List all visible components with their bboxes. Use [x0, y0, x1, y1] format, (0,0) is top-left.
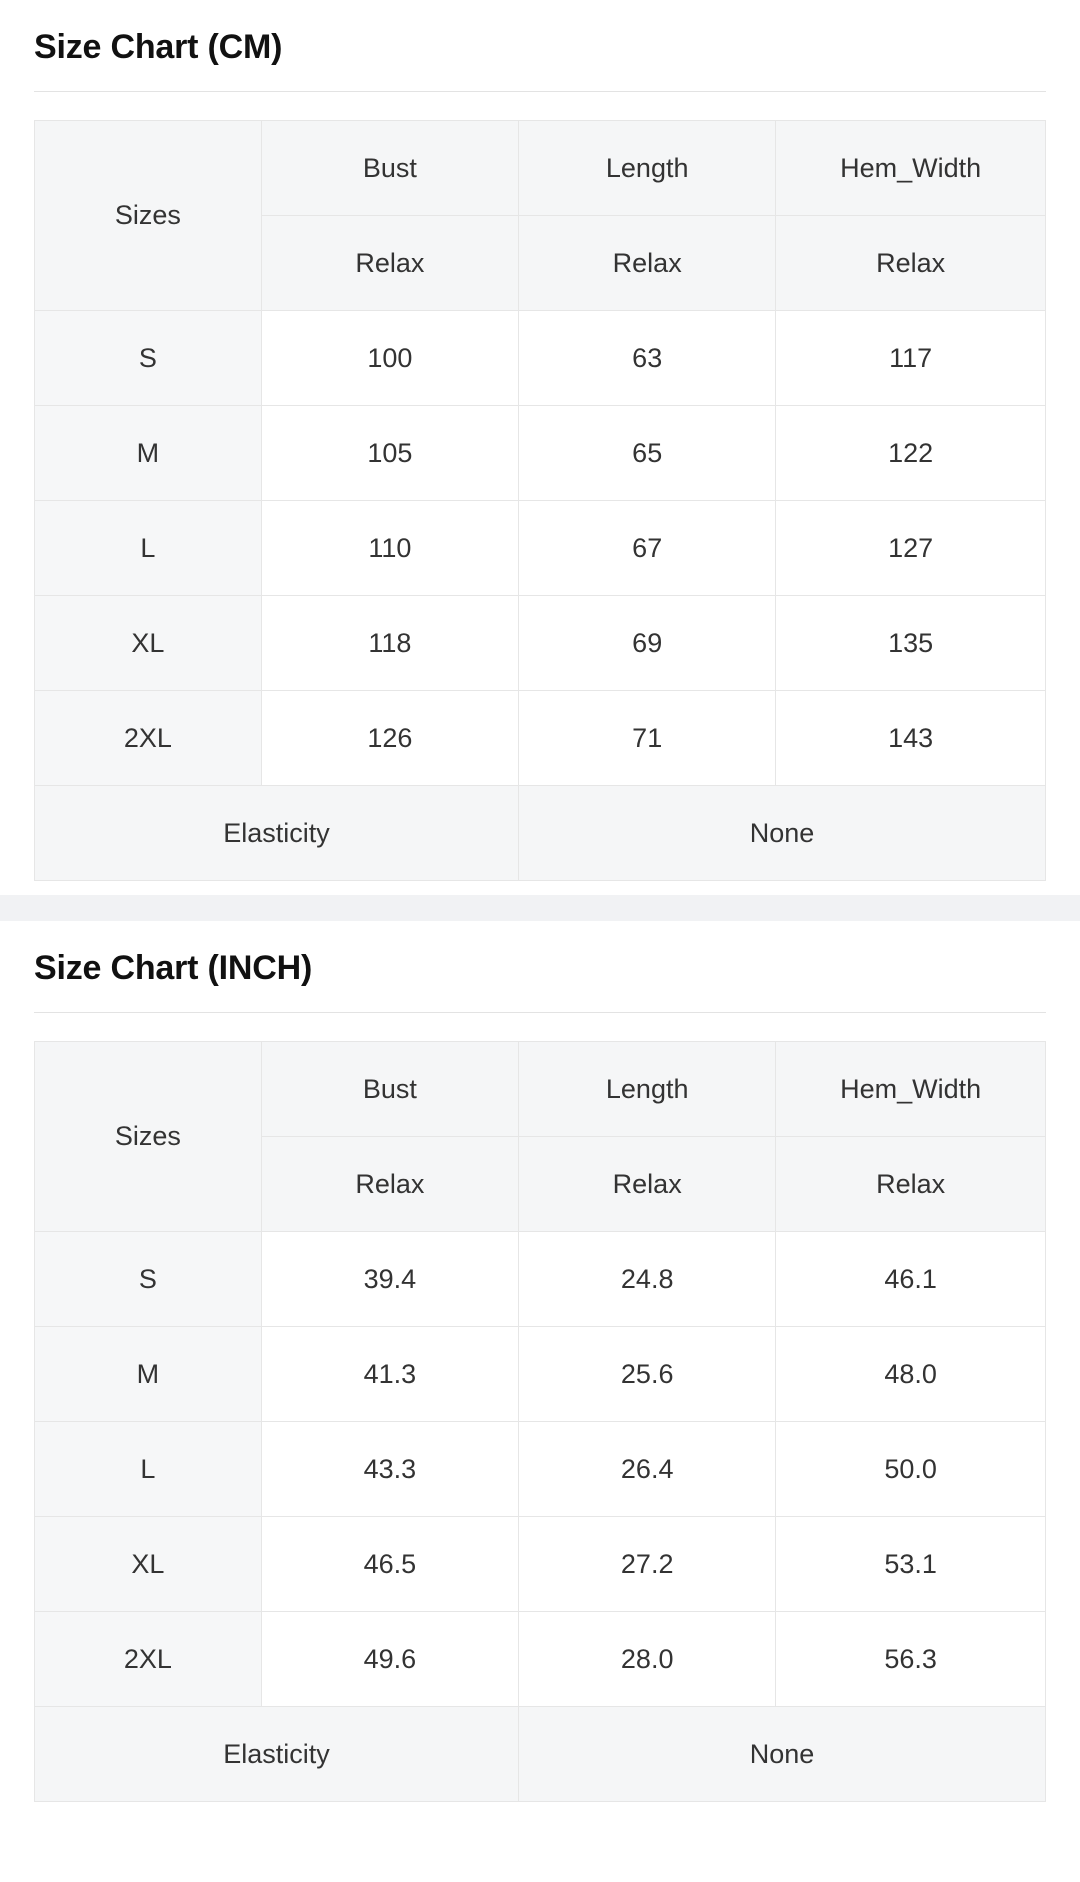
size-chart-inch-section	[0, 921, 1080, 1802]
cell-bust-2xl-inch: 49.6	[261, 1612, 518, 1707]
measure-header-length-cm: Length	[519, 121, 776, 216]
cell-bust-m-cm: 105	[261, 406, 518, 501]
sub-header-bust-cm: Relax	[261, 216, 518, 311]
elasticity-value-cm: None	[519, 786, 1046, 881]
cell-hemwidth-xl-cm: 135	[776, 596, 1046, 691]
size-label-s-cm: S	[35, 311, 262, 406]
size-label-2xl-cm: 2XL	[35, 691, 262, 786]
cell-bust-l-inch: 43.3	[261, 1422, 518, 1517]
cell-length-2xl-cm: 71	[519, 691, 776, 786]
cell-bust-m-inch: 41.3	[261, 1327, 518, 1422]
table-header-row	[35, 121, 1046, 216]
table-header-row	[35, 1042, 1046, 1137]
sizes-header-inch: Sizes	[35, 1042, 262, 1232]
table-row	[35, 691, 1046, 786]
cell-bust-s-inch: 39.4	[261, 1232, 518, 1327]
size-label-xl-cm: XL	[35, 596, 262, 691]
size-label-m-inch: M	[35, 1327, 262, 1422]
table-row	[35, 1517, 1046, 1612]
measure-header-length-inch: Length	[519, 1042, 776, 1137]
table-row	[35, 406, 1046, 501]
table-row	[35, 311, 1046, 406]
cell-hemwidth-2xl-inch: 56.3	[776, 1612, 1046, 1707]
cell-bust-xl-inch: 46.5	[261, 1517, 518, 1612]
elasticity-label-cm: Elasticity	[35, 786, 519, 881]
cell-length-l-inch: 26.4	[519, 1422, 776, 1517]
cell-bust-2xl-cm: 126	[261, 691, 518, 786]
cell-hemwidth-m-inch: 48.0	[776, 1327, 1046, 1422]
sub-header-length-inch: Relax	[519, 1137, 776, 1232]
cell-hemwidth-m-cm: 122	[776, 406, 1046, 501]
elasticity-label-inch: Elasticity	[35, 1707, 519, 1802]
size-label-xl-inch: XL	[35, 1517, 262, 1612]
section-spacer-cm	[0, 881, 1080, 895]
measure-header-hemwidth-cm: Hem_Width	[776, 121, 1046, 216]
sub-header-bust-inch: Relax	[261, 1137, 518, 1232]
cell-hemwidth-l-cm: 127	[776, 501, 1046, 596]
sub-header-hemwidth-cm: Relax	[776, 216, 1046, 311]
sizes-header-cm: Sizes	[35, 121, 262, 311]
size-label-m-cm: M	[35, 406, 262, 501]
elasticity-row	[35, 786, 1046, 881]
size-label-s-inch: S	[35, 1232, 262, 1327]
cell-bust-s-cm: 100	[261, 311, 518, 406]
measure-header-bust-inch: Bust	[261, 1042, 518, 1137]
cell-bust-xl-cm: 118	[261, 596, 518, 691]
table-row	[35, 1422, 1046, 1517]
elasticity-row	[35, 1707, 1046, 1802]
cell-length-s-inch: 24.8	[519, 1232, 776, 1327]
size-table-inch	[34, 1041, 1046, 1802]
cell-bust-l-cm: 110	[261, 501, 518, 596]
size-table-cm	[34, 120, 1046, 881]
title-divider-inch	[34, 1012, 1046, 1013]
cell-length-m-cm: 65	[519, 406, 776, 501]
size-label-2xl-inch: 2XL	[35, 1612, 262, 1707]
cell-length-xl-inch: 27.2	[519, 1517, 776, 1612]
cell-length-m-inch: 25.6	[519, 1327, 776, 1422]
sub-header-hemwidth-inch: Relax	[776, 1137, 1046, 1232]
sub-header-length-cm: Relax	[519, 216, 776, 311]
table-row	[35, 1327, 1046, 1422]
table-row	[35, 1232, 1046, 1327]
cell-length-s-cm: 63	[519, 311, 776, 406]
elasticity-value-inch: None	[519, 1707, 1046, 1802]
cell-hemwidth-s-cm: 117	[776, 311, 1046, 406]
size-label-l-cm: L	[35, 501, 262, 596]
page-title-inch: Size Chart (INCH)	[34, 949, 313, 987]
cell-hemwidth-l-inch: 50.0	[776, 1422, 1046, 1517]
cell-hemwidth-2xl-cm: 143	[776, 691, 1046, 786]
cell-length-2xl-inch: 28.0	[519, 1612, 776, 1707]
cell-hemwidth-xl-inch: 53.1	[776, 1517, 1046, 1612]
page-title-cm: Size Chart (CM)	[34, 28, 283, 66]
table-row	[35, 596, 1046, 691]
cell-hemwidth-s-inch: 46.1	[776, 1232, 1046, 1327]
table-row	[35, 1612, 1046, 1707]
size-label-l-inch: L	[35, 1422, 262, 1517]
section-separator	[0, 895, 1080, 921]
measure-header-hemwidth-inch: Hem_Width	[776, 1042, 1046, 1137]
size-chart-cm-section	[0, 0, 1080, 881]
table-row	[35, 501, 1046, 596]
title-divider-cm	[34, 91, 1046, 92]
measure-header-bust-cm: Bust	[261, 121, 518, 216]
cell-length-xl-cm: 69	[519, 596, 776, 691]
cell-length-l-cm: 67	[519, 501, 776, 596]
